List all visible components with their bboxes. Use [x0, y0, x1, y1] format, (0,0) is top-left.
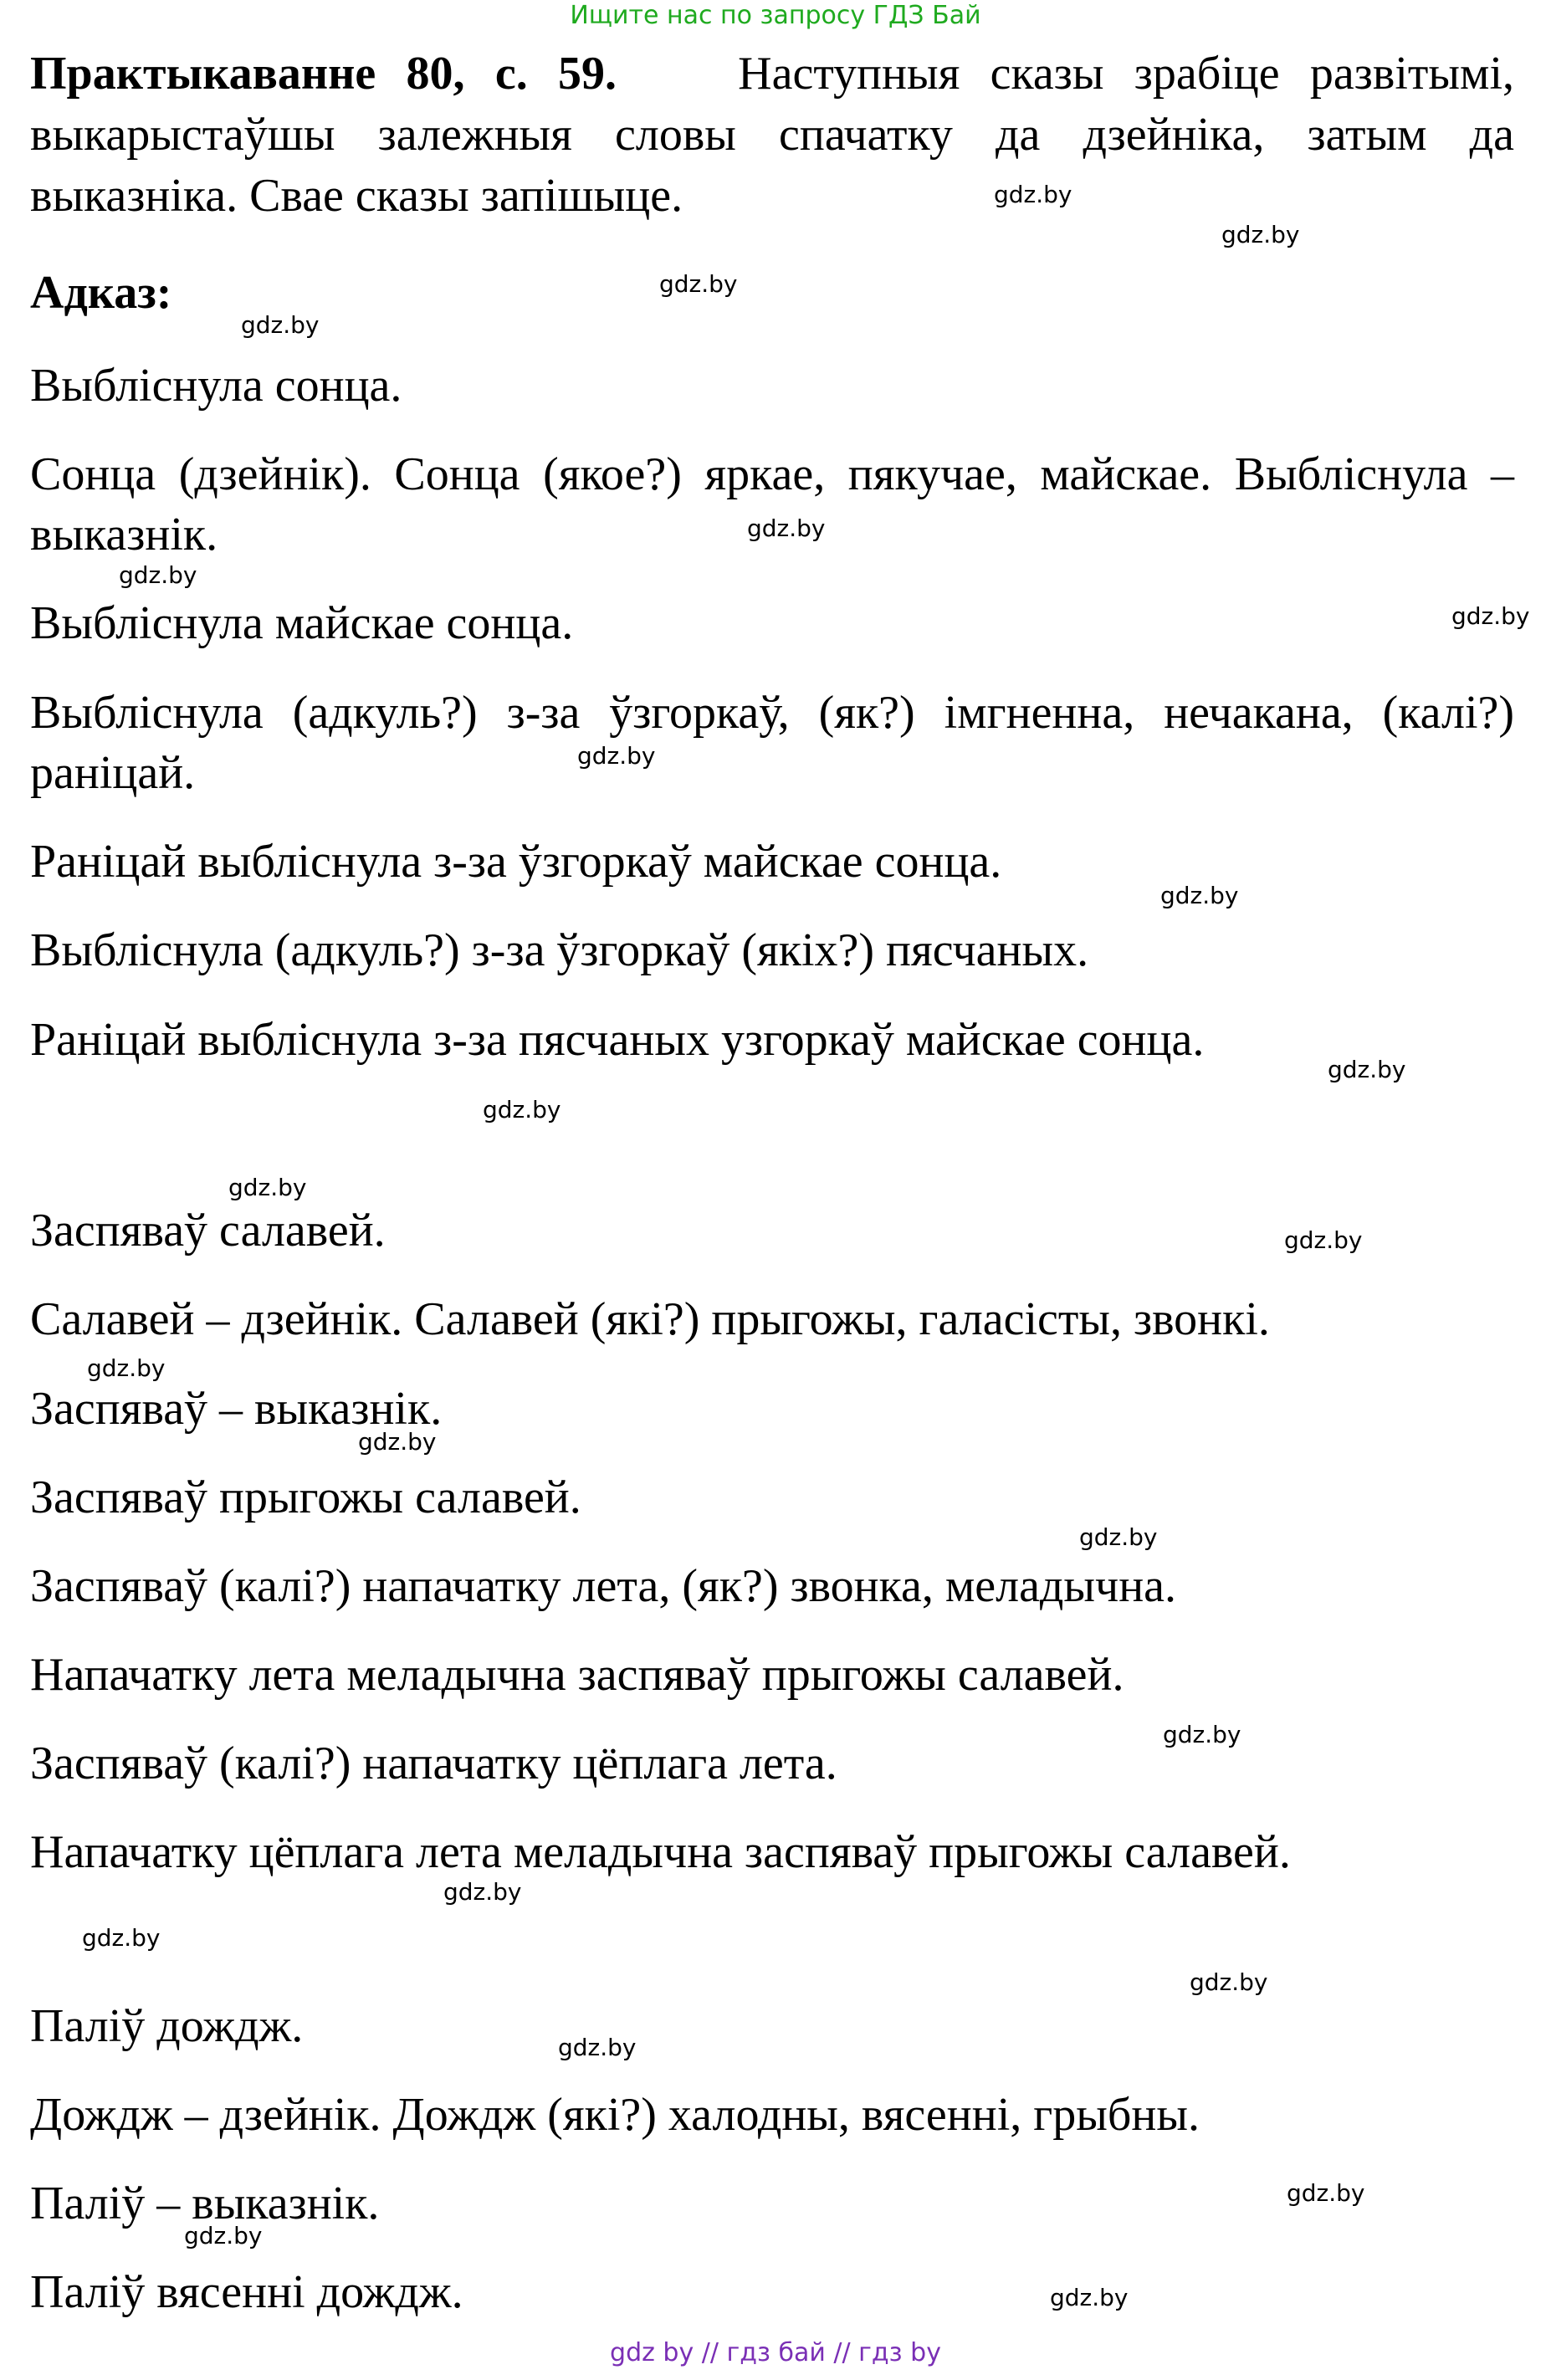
answer-line: Паліў – выказнік. — [30, 2178, 380, 2229]
watermark: gdz.by — [119, 561, 197, 589]
watermark: gdz.by — [184, 2222, 263, 2249]
answer-line: Выбліснула (адкуль?) з-за ўзгоркаў, (як?) імгненна, нечакана, (калі?) раніцай. — [30, 687, 1514, 799]
watermark: gdz.by — [358, 1428, 437, 1456]
watermark: gdz.by — [1287, 2179, 1365, 2207]
watermark: gdz.by — [1221, 221, 1300, 248]
footer-links[interactable]: gdz by // гдз бай // гдз by — [610, 2338, 941, 2367]
answer-line: Салавей – дзейнік. Салавей (які?) прыгожы, галасісты, звонкі. — [30, 1293, 1270, 1345]
watermark: gdz.by — [87, 1354, 166, 1382]
answer-line: Дождж – дзейнік. Дождж (які?) халодны, вясенні, грыбны. — [30, 2089, 1200, 2141]
answer-line: Заспяваў салавей. — [30, 1205, 386, 1257]
answer-line: Напачатку лета меладычна заспяваў прыгожы салавей. — [30, 1649, 1124, 1701]
answer-line: Заспяваў – выказнік. — [30, 1383, 443, 1435]
watermark: gdz.by — [443, 1878, 522, 1906]
answer-line: Сонца (дзейнік). Сонца (якое?) яркае, пякучае, майскае. Выбліснула – выказнік. — [30, 448, 1514, 560]
answer-line: Выбліснула сонца. — [30, 360, 402, 412]
answer-line: Раніцай выбліснула з-за ўзгоркаў майскае сонца. — [30, 836, 1002, 888]
task-number: Практыкаванне 80, с. 59. — [30, 48, 617, 100]
watermark: gdz.by — [1451, 602, 1530, 630]
watermark: gdz.by — [1284, 1226, 1363, 1254]
watermark: gdz.by — [483, 1096, 561, 1123]
watermark: gdz.by — [1079, 1523, 1158, 1551]
answer-line: Заспяваў (калі?) напачатку цёплага лета. — [30, 1738, 837, 1789]
top-banner-link[interactable]: Ищите нас по запросу ГДЗ Бай — [570, 1, 981, 30]
answer-line: Выбліснула майскае сонца. — [30, 597, 574, 649]
answer-line: Паліў дождж. — [30, 2000, 304, 2052]
watermark: gdz.by — [1328, 1056, 1406, 1083]
watermark: gdz.by — [82, 1924, 161, 1952]
watermark: gdz.by — [228, 1174, 307, 1201]
watermark: gdz.by — [1190, 1968, 1268, 1996]
answer-line: Паліў вясенні дождж. — [30, 2266, 463, 2318]
watermark: gdz.by — [558, 2034, 637, 2061]
answer-line: Заспяваў прыгожы салавей. — [30, 1472, 581, 1523]
watermark: gdz.by — [747, 514, 826, 542]
answer-line: Раніцай выбліснула з-за пясчаных узгоркаў майскае сонца. — [30, 1014, 1205, 1066]
watermark: gdz.by — [994, 181, 1072, 208]
answer-line: Напачатку цёплага лета меладычна заспяваў прыгожы салавей. — [30, 1826, 1291, 1878]
watermark: gdz.by — [577, 742, 656, 770]
watermark: gdz.by — [1050, 2284, 1129, 2311]
task-statement — [30, 44, 1514, 227]
answer-line: Выбліснула (адкуль?) з-за ўзгоркаў (якіх?) пясчаных. — [30, 924, 1089, 976]
watermark: gdz.by — [1160, 882, 1239, 909]
answer-heading: Адказ: — [30, 267, 172, 319]
watermark: gdz.by — [241, 311, 320, 339]
watermark: gdz.by — [1163, 1721, 1241, 1748]
answer-line: Заспяваў (калі?) напачатку лета, (як?) звонка, меладычна. — [30, 1560, 1177, 1612]
watermark: gdz.by — [659, 270, 738, 298]
task-text: Наступныя сказы зрабіце развітымі, выкарыстаўшы залежныя словы спачатку да дзейніка, затым да выказніка. Свае сказы запішыце. — [30, 48, 1514, 222]
